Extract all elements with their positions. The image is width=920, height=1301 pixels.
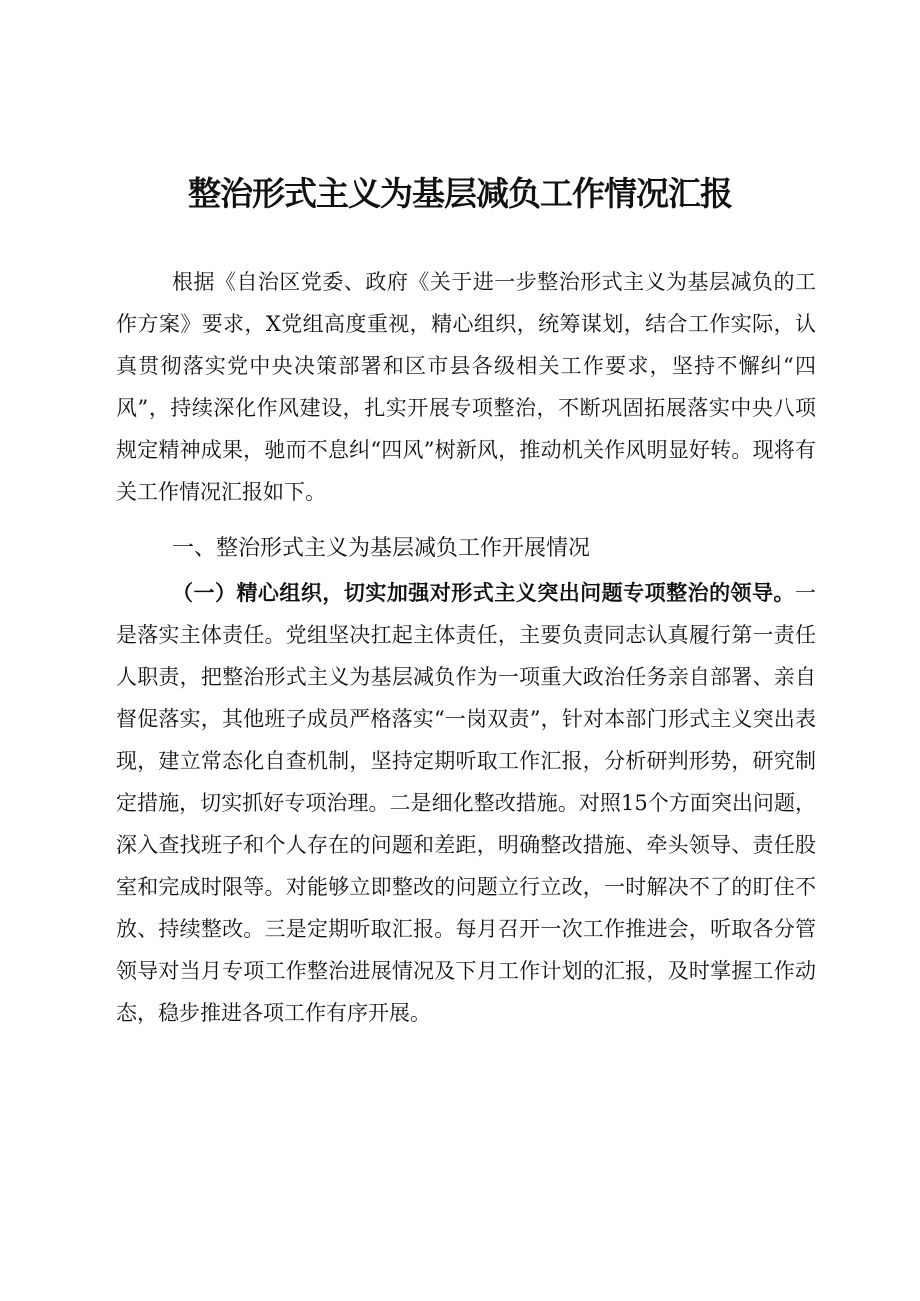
- intro-paragraph: 根据《自治区党委、政府《关于进一步整治形式主义为基层减负的工作方案》要求，X党组高度重视，精心组织，统筹谋划，结合工作实际，认真贯彻落实党中央决策部署和区市县各级相关工作要求，坚持不懈纠“四风”，持续深化作风建设，扎实开展专项整治，不断巩固拓展落实中央八项规定精神成果，驰而不息纠“四风”树新风，推动机关作风明显好转。现将有关工作情况汇报如下。: [116, 270, 816, 504]
- subsection-heading: （一）精心组织，切实加强对形式主义突出问题专项整治的领导。: [172, 580, 795, 605]
- document-title: 整治形式主义为基层减负工作情况汇报: [188, 174, 732, 213]
- section-heading: 一、整治形式主义为基层减负工作开展情况: [172, 536, 591, 561]
- subsection-body: 一是落实主体责任。党组坚决扛起主体责任，主要负责同志认真履行第一责任人职责，把整治形式主义为基层减负作为一项重大政治任务亲自部署、亲自督促落实，其他班子成员严格落实“一岗双责”，针对本部门形式主义突出表现，建立常态化自查机制，坚持定期听取工作汇报，分析研判形势，研究制定措施，切实抓好专项治理。二是细化整改措施。对照15个方面突出问题，深入查找班子和个人存在的问题和差距，明确整改措施、牵头领导、责任股室和完成时限等。对能够立即整改的问题立行立改，一时解决不了的盯住不放、持续整改。三是定期听取汇报。每月召开一次工作推进会，听取各分管领导对当月专项工作整治进展情况及下月工作计划的汇报，及时掌握工作动态，稳步推进各项工作有序开展。: [116, 581, 816, 1025]
- subsection-paragraph: [116, 572, 816, 1034]
